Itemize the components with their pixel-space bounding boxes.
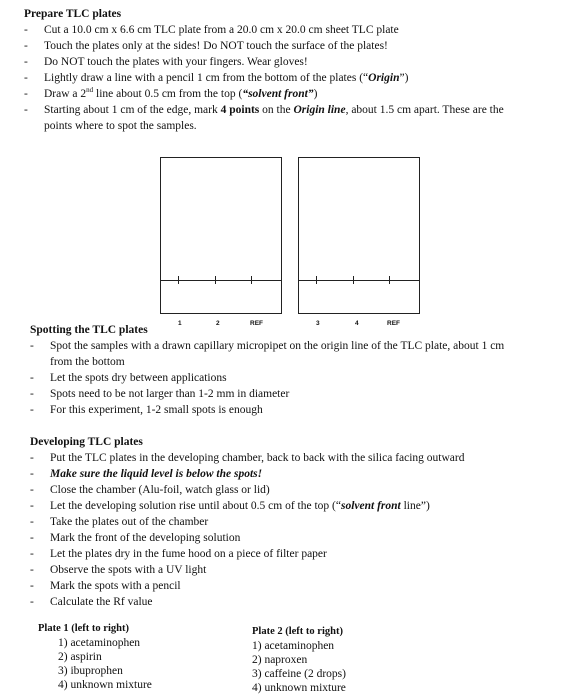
- list-item: - Lightly draw a line with a pencil 1 cm from the bottom of the plates (“Origin”): [24, 72, 409, 84]
- origin-line: [299, 280, 419, 281]
- tlc-plate-2: [298, 157, 420, 314]
- superscript: nd: [86, 86, 94, 95]
- lane-label: 1: [178, 320, 182, 327]
- item-text: Take the plates out of the chamber: [50, 516, 209, 528]
- list-item: - Spot the samples with a drawn capillary micropipet on the origin line of the TLC plate, about 1 cm from the bottom: [30, 340, 505, 368]
- list-item: 1) acetaminophen: [252, 640, 335, 652]
- list-item: - Mark the spots with a pencil: [30, 580, 181, 592]
- list-item: 2) naproxen: [252, 654, 308, 666]
- prepare-list: [24, 22, 504, 134]
- spot-mark: [251, 276, 252, 284]
- spot-mark: [178, 276, 179, 284]
- item-text: Close the chamber (Alu-foil, watch glass or lid): [50, 484, 270, 496]
- lane-label: 4: [355, 320, 359, 327]
- tlc-plate-1: [160, 157, 282, 314]
- item-text: Starting about 1 cm of the edge, mark: [44, 104, 221, 116]
- item-text: Draw a 2: [44, 88, 87, 100]
- item-text: Mark the spots with a pencil: [50, 580, 181, 592]
- item-text-continued: from the bottom: [50, 356, 125, 368]
- item-text: on the: [259, 104, 294, 116]
- list-item: - Touch the plates only at the sides! Do NOT touch the surface of the plates!: [24, 40, 388, 52]
- list-item: 2) aspirin: [58, 651, 102, 663]
- spot-mark: [215, 276, 216, 284]
- lane-label: 3: [316, 320, 320, 327]
- origin-term: Origin: [368, 72, 400, 84]
- lane-label: 2: [216, 320, 220, 327]
- developing-title: Developing TLC plates: [30, 436, 143, 448]
- item-text: Do NOT touch the plates with your fingers. Wear gloves!: [44, 56, 308, 68]
- list-item: - Draw a 2nd line about 0.5 cm from the top (“solvent front”): [24, 86, 318, 100]
- item-text: ”): [399, 72, 409, 84]
- list-item: - Spots need to be not larger than 1-2 mm in diameter: [30, 388, 290, 400]
- solvent-front-term: “solvent front”: [242, 88, 314, 100]
- item-text: Put the TLC plates in the developing chamber, back to back with the silica facing outward: [50, 452, 465, 464]
- item-text: For this experiment, 1-2 small spots is enough: [50, 404, 263, 416]
- list-item: 3) ibuprophen: [58, 665, 123, 677]
- item-text: Calculate the Rf value: [50, 596, 153, 608]
- list-item: 4) unknown mixture: [58, 679, 152, 691]
- item-text: ): [313, 88, 318, 100]
- list-item: - Cut a 10.0 cm x 6.6 cm TLC plate from a 20.0 cm x 20.0 cm sheet TLC plate: [24, 24, 399, 36]
- list-item: - Let the spots dry between applications: [30, 372, 227, 384]
- item-text: Lightly draw a line with a pencil 1 cm from the bottom of the plates (“: [44, 72, 369, 84]
- item-text: Touch the plates only at the sides! Do NOT touch the surface of the plates!: [44, 40, 388, 52]
- list-item: - Let the plates dry in the fume hood on a piece of filter paper: [30, 548, 327, 560]
- plate2-list: [252, 625, 346, 695]
- list-item: - Take the plates out of the chamber: [30, 516, 209, 528]
- spotting-title: Spotting the TLC plates: [30, 324, 148, 336]
- plate1-list: [38, 622, 152, 692]
- item-text: Let the developing solution rise until about 0.5 cm of the top (“: [50, 500, 341, 512]
- item-text: line”): [400, 500, 430, 512]
- item-text: , about 1.5 cm apart. These are the: [345, 104, 504, 116]
- item-text: Observe the spots with a UV light: [50, 564, 207, 576]
- origin-line-term: Origin line: [293, 104, 346, 116]
- solvent-front-term: solvent front: [340, 500, 401, 512]
- prepare-title: Prepare TLC plates: [24, 8, 122, 20]
- plate2-title: Plate 2 (left to right): [252, 626, 343, 637]
- warning-text: Make sure the liquid level is below the spots!: [50, 468, 263, 480]
- list-item: - Do NOT touch the plates with your fingers. Wear gloves!: [24, 56, 308, 68]
- spot-mark: [316, 276, 317, 284]
- list-item: - Close the chamber (Alu-foil, watch glass or lid): [30, 484, 270, 496]
- spot-mark: [353, 276, 354, 284]
- list-item: - Calculate the Rf value: [30, 596, 153, 608]
- points-term: 4 points: [220, 104, 260, 116]
- list-item: - Let the developing solution rise until about 0.5 cm of the top (“solvent front line”): [30, 500, 430, 512]
- plate1-title: Plate 1 (left to right): [38, 623, 129, 634]
- item-text: Cut a 10.0 cm x 6.6 cm TLC plate from a 20.0 cm x 20.0 cm sheet TLC plate: [44, 24, 399, 36]
- item-text: Let the plates dry in the fume hood on a piece of filter paper: [50, 548, 327, 560]
- list-item: - Starting about 1 cm of the edge, mark 4 points on the Origin line, about 1.5 cm apart. These are the points where to spot the samples.: [24, 104, 504, 132]
- item-text: Spot the samples with a drawn capillary micropipet on the origin line of the TLC plate, about 1 cm: [50, 340, 505, 352]
- list-item: 4) unknown mixture: [252, 682, 346, 694]
- spot-mark: [389, 276, 390, 284]
- list-item: 1) acetaminophen: [58, 637, 141, 649]
- list-item: - Observe the spots with a UV light: [30, 564, 207, 576]
- lane-label: REF: [250, 320, 263, 327]
- origin-line: [161, 280, 281, 281]
- item-text: Let the spots dry between applications: [50, 372, 227, 384]
- item-text: Spots need to be not larger than 1-2 mm in diameter: [50, 388, 290, 400]
- list-item: 3) caffeine (2 drops): [252, 668, 346, 680]
- item-text-continued: points where to spot the samples.: [44, 120, 197, 132]
- list-item: - Mark the front of the developing solution: [30, 532, 241, 544]
- lane-label: REF: [387, 320, 400, 327]
- item-text: line about 0.5 cm from the top (: [93, 88, 243, 100]
- list-item: - For this experiment, 1-2 small spots is enough: [30, 404, 263, 416]
- developing-list: [30, 450, 465, 610]
- list-item: - Put the TLC plates in the developing chamber, back to back with the silica facing outward: [30, 452, 465, 464]
- spotting-list: [30, 338, 504, 418]
- item-text: Mark the front of the developing solution: [50, 532, 241, 544]
- list-item: - Make sure the liquid level is below the spots!: [30, 468, 263, 480]
